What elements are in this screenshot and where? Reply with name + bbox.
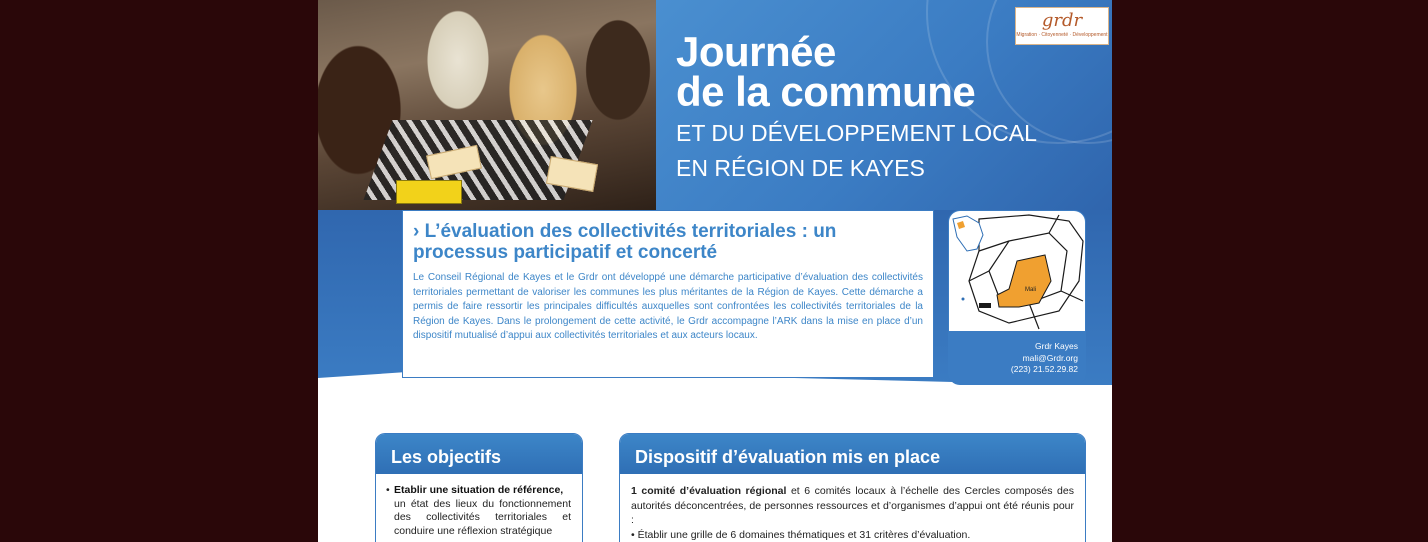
dispositif-intro-text: et 6 comités locaux à l’échelle des Cercles composés des autorités déconcentrées, de personnes ressources et d’organismes d’appui ont été réunis pour :	[631, 485, 1074, 526]
contact-email[interactable]: mali@Grdr.org	[1022, 352, 1078, 363]
dispositif-box	[619, 433, 1086, 542]
mali-shape	[997, 255, 1051, 307]
objectives-body	[376, 474, 582, 538]
article-body: Le Conseil Régional de Kayes et le Grdr ont développé une démarche participative d’évaluation des collectivités territoriales permettant de valoriser les communes les plus méritantes de la Région de Kayes. Cette démarche a permis de faire ressortir les principales difficultés auxquelles sont confrontées les collectivités territoriales de la Région de Kayes. Dans le prolongement de cette activité, le Grdr accompagne l’ARK dans la mise en place d’un dispositif mutualisé d’appui aux collectivités territoriales et aux acteurs locaux.	[413, 272, 923, 342]
kayes-marker	[979, 303, 991, 308]
title-line-2: de la commune	[676, 68, 976, 115]
dispositif-body	[620, 474, 1085, 542]
objectives-box	[375, 433, 583, 542]
logo-tagline: Migration · Citoyenneté · Développement	[1016, 32, 1108, 38]
objectives-heading: Les objectifs	[376, 434, 582, 474]
mali-map	[949, 211, 1085, 331]
map-card	[948, 210, 1086, 385]
title-line-1: Journée	[676, 28, 836, 75]
objective-item	[386, 484, 571, 538]
bullet: •	[386, 484, 390, 496]
dispositif-intro	[631, 484, 1074, 528]
subtitle-line-1: ET DU DÉVELOPPEMENT LOCAL	[676, 120, 1037, 146]
objective-item-bold: Etablir une situation de référence,	[394, 484, 564, 496]
dispositif-intro-bold: 1 comité d’évaluation régional	[631, 485, 787, 497]
brochure-page	[318, 0, 1112, 542]
event-photo	[318, 0, 656, 210]
article-title: › L’évaluation des collectivités territoriales : un processus participatif et concerté	[413, 221, 837, 263]
contact-name: Grdr Kayes	[1035, 341, 1078, 351]
dispositif-heading: Dispositif d’évaluation mis en place	[620, 434, 1085, 474]
contact-phone: (223) 21.52.29.82	[1010, 364, 1078, 374]
dispositif-item: • Établir une grille de 6 domaines thématiques et 31 critères d’évaluation.	[631, 528, 971, 541]
subtitle-line-2: EN RÉGION DE KAYES	[676, 155, 925, 181]
photo-yellow-box	[396, 180, 462, 204]
map-country-label: Mali	[1025, 287, 1037, 293]
islands-dot	[962, 298, 965, 301]
logo-text: grdr	[1041, 10, 1083, 31]
contact-block	[1011, 341, 1078, 376]
grdr-logo	[1015, 7, 1109, 45]
article-box	[402, 210, 934, 378]
objective-item-text: un état des lieux du fonctionnement des collectivités territoriales et conduire une réflexion stratégique	[394, 497, 571, 537]
map-svg	[949, 211, 1085, 331]
